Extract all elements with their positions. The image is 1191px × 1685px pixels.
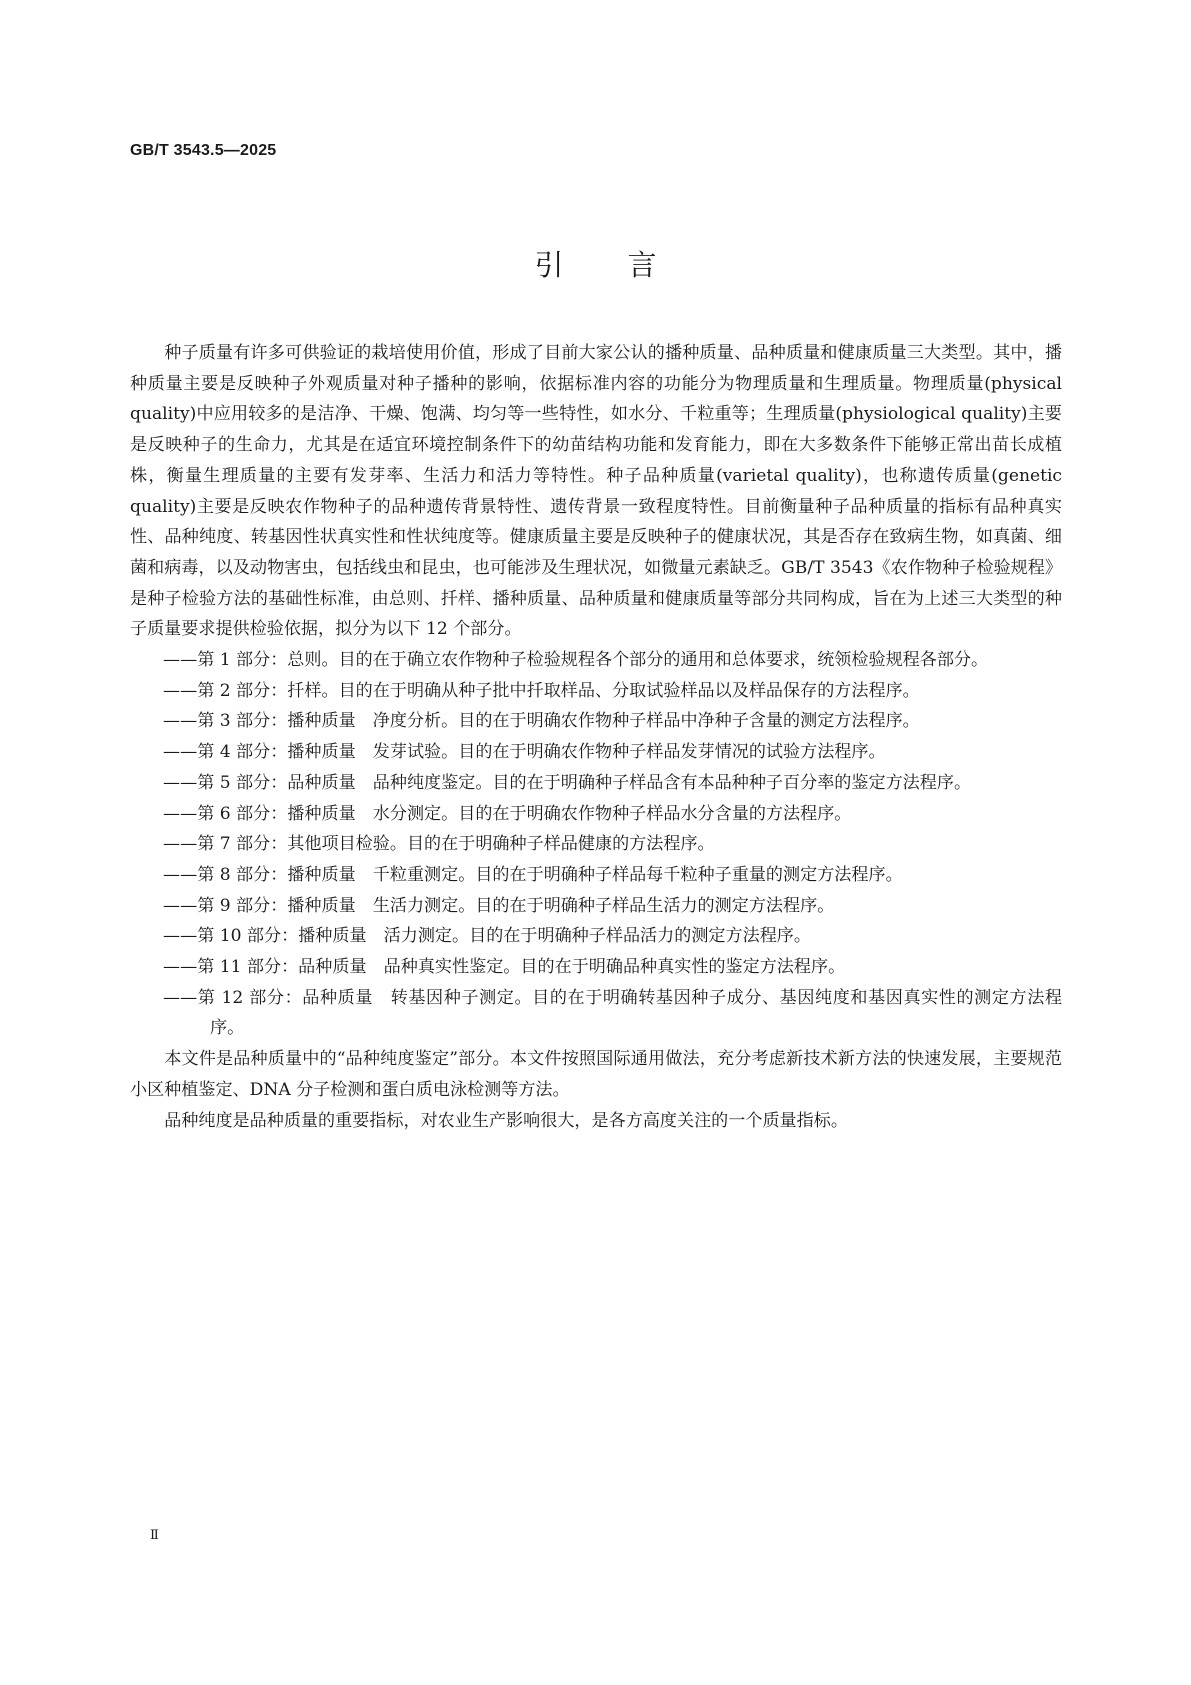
part-item-11: ——第 11 部分：品种质量 品种真实性鉴定。目的在于明确品种真实性的鉴定方法程序。 <box>163 957 846 978</box>
page-number: Ⅱ <box>150 1528 159 1543</box>
closing-paragraph-2: 品种纯度是品种质量的重要指标，对农业生产影响很大，是各方高度关注的一个质量指标。 <box>164 1110 848 1131</box>
intro-paragraph: 种子质量有许多可供验证的栽培使用价值，形成了目前大家公认的播种质量、品种质量和健康质量三大类型。其中，播种质量主要是反映种子外观质量对种子播种的影响，依据标准内容的功能分为物理质量和生理质量。物理质量(physical quality)中应用较多的是洁净、干燥、饱满、均匀等一些特性，如水分、千粒重等；生理质量(physiological quality)主要是反映种子的生命力，尤其是在适宜环境控制条件下的幼苗结构功能和发育能力，即在大多数条件下能够正常出苗长成植株，衡量生理质量的主要有发芽率、生活力和活力等特性。种子品种质量(varietal quality)，也称遗传质量(genetic quality)主要是反映农作物种子的品种遗传背景特性、遗传背景一致程度特性。目前衡量种子品种质量的指标有品种真实性、品种纯度、转基因性状真实性和性状纯度等。健康质量主要是反映种子的健康状况，其是否存在致病生物，如真菌、细菌和病毒，以及动物害虫，包括线虫和昆虫，也可能涉及生理状况，如微量元素缺乏。GB/T 3543《农作物种子检验规程》是种子检验方法的基础性标准，由总则、扦样、播种质量、品种质量和健康质量等部分共同构成，旨在为上述三大类型的种子质量要求提供检验依据，拟分为以下 12 个部分。 <box>130 343 1062 640</box>
part-item-12: ——第 12 部分：品种质量 转基因种子测定。目的在于明确转基因种子成分、基因纯度和基因真实性的测定方法程序。 <box>163 987 1062 1039</box>
part-item-10: ——第 10 部分：播种质量 活力测定。目的在于明确种子样品活力的测定方法程序。 <box>163 926 811 947</box>
part-item-2: ——第 2 部分：扦样。目的在于明确从种子批中扦取样品、分取试验样品以及样品保存的方法程序。 <box>163 680 920 701</box>
closing-paragraph-1: 本文件是品种质量中的“品种纯度鉴定”部分。本文件按照国际通用做法，充分考虑新技术新方法的快速发展，主要规范小区种植鉴定、DNA 分子检测和蛋白质电泳检测等方法。 <box>130 1049 1062 1100</box>
part-item-5: ——第 5 部分：品种质量 品种纯度鉴定。目的在于明确种子样品含有本品种种子百分率的鉴定方法程序。 <box>163 772 972 793</box>
part-item-4: ——第 4 部分：播种质量 发芽试验。目的在于明确农作物种子样品发芽情况的试验方法程序。 <box>163 742 886 763</box>
part-item-6: ——第 6 部分：播种质量 水分测定。目的在于明确农作物种子样品水分含量的方法程序。 <box>163 803 852 824</box>
part-item-8: ——第 8 部分：播种质量 千粒重测定。目的在于明确种子样品每千粒种子重量的测定方法程序。 <box>163 864 903 885</box>
part-item-1: ——第 1 部分：总则。目的在于确立农作物种子检验规程各个部分的通用和总体要求，统领检验规程各部分。 <box>163 650 989 671</box>
document-body <box>130 338 1062 1136</box>
parts-list <box>130 645 1062 1044</box>
document-code: GB/T 3543.5—2025 <box>130 142 277 159</box>
part-item-3: ——第 3 部分：播种质量 净度分析。目的在于明确农作物种子样品中净种子含量的测定方法程序。 <box>163 711 920 732</box>
page-title: 引言 <box>534 248 721 282</box>
part-item-9: ——第 9 部分：播种质量 生活力测定。目的在于明确种子样品生活力的测定方法程序。 <box>163 895 835 916</box>
part-item-7: ——第 7 部分：其他项目检验。目的在于明确种子样品健康的方法程序。 <box>163 834 715 855</box>
